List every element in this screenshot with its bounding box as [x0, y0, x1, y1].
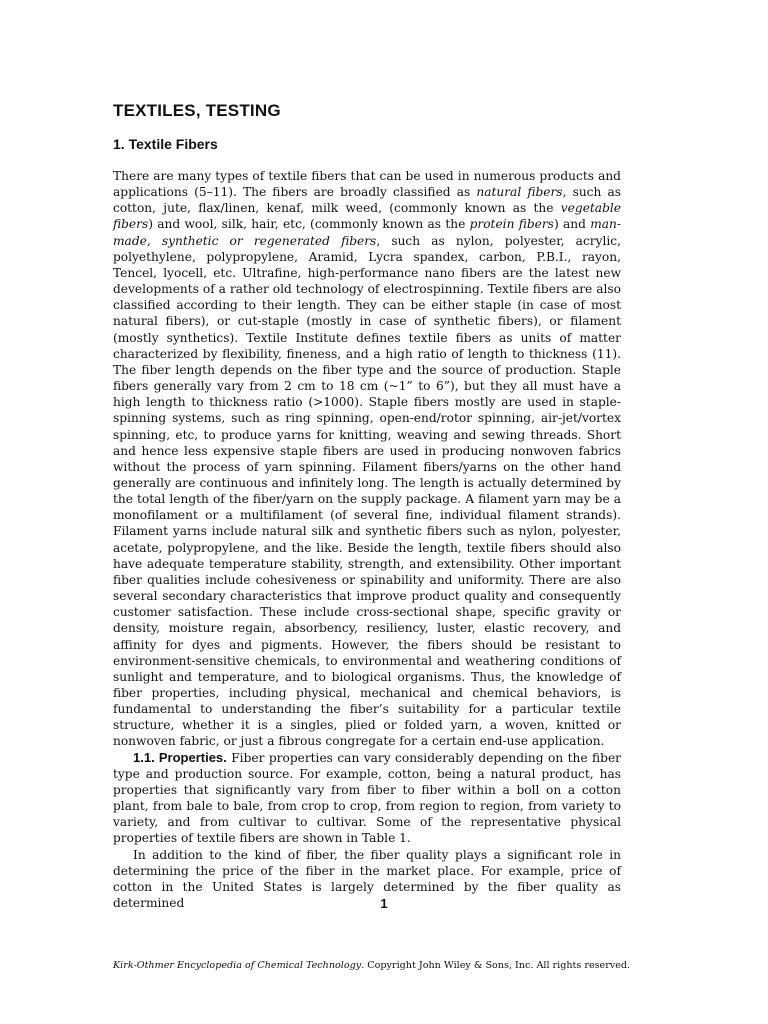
- page-number: 1: [380, 896, 388, 911]
- article-body: [113, 168, 621, 911]
- subsection-heading: 1.1. Properties.: [133, 749, 227, 765]
- footer-rights: . Copyright John Wiley & Sons, Inc. All rights reserved.: [361, 960, 631, 971]
- text-run: ) and: [553, 217, 591, 232]
- term-man-made-fibers: man-made, synthetic or regenerated fibers: [113, 217, 622, 248]
- term-protein-fibers: protein fibers: [469, 217, 554, 232]
- footer-copyright: [113, 960, 631, 971]
- term-natural-fibers: natural fibers: [476, 185, 563, 200]
- paragraph-properties: [113, 750, 621, 847]
- footer-source-title: Kirk-Othmer Encyclopedia of Chemical Technology: [113, 960, 362, 971]
- text-run: Fiber properties can vary considerably depending on the fiber type and production source. For example, cotton, being a natural product, has properties that significantly vary from fiber to fiber within a boll on a cotton plant, from bale to bale, from crop to crop, from region to region, from variety to variety, and from cultivar to cultivar. Some of the representative physical properties of textile fibers are shown in Table 1.: [113, 750, 621, 846]
- text-run: There are many types of textile fibers that can be used in numerous products and applications (5–11). The fibers are broadly classified as: [113, 169, 621, 200]
- text-run: , such as cotton, jute, flax/linen, kenaf, milk weed, (commonly known as the: [113, 185, 622, 216]
- text-run: , such as nylon, polyester, acrylic, polyethylene, polypropylene, Aramid, Lycra spandex, carbon, P.B.I., rayon, Tencel, lyocell, etc. Ultrafine, high-performance nano fibers are the latest new developments of a rather old technology of electrospinning. Textile fibers are also classified according to their length. They can be either staple (in case of most natural fibers), or cut-staple (mostly in case of synthetic fibers), or filament (mostly synthetics). Textile Institute defines textile fibers as units of matter characterized by flexibility, fineness, and a high ratio of length to thickness (11). The fiber length depends on the fiber type and the source of production. Staple fibers generally vary from 2 cm to 18 cm (~1” to 6”), but they all must have a high length to thickness ratio (>1000). Staple fibers mostly are used in staple-spinning systems, such as ring spinning, open-end/rotor spinning, air-jet/vortex spinning, etc, to produce yarns for knitting, weaving and sewing threads. Short and hence less expensive staple fibers are used in producing nonwoven fabrics without the process of yarn spinning. Filament fibers/yarns on the other hand generally are continuous and infinitely long. The length is actually determined by the total length of the fiber/yarn on the supply package. A filament yarn may be a monofilament or a multifilament (of several fine, individual filament strands). Filament yarns include natural silk and synthetic fibers such as nylon, polyester, acetate, polypropylene, and the like. Beside the length, textile fibers should also have adequate temperature stability, strength, and extensibility. Other important fiber qualities include cohesiveness or spinability and uniformity. There are also several secondary characteristics that improve product quality and consequently customer satisfaction. These include cross-sectional shape, specific gravity or density, moisture regain, absorbency, resiliency, luster, elastic recovery, and affinity for dyes and pigments. However, the fibers should be resistant to environment-sensitive chemicals, to environmental and weathering conditions of sunlight and temperature, and to biological organisms. Thus, the knowledge of fiber properties, including physical, mechanical and chemical behaviors, is fundamental to understanding the fiber’s suitability for a particular textile structure, whether it is a singles, plied or folded yarn, a woven, knitted or nonwoven fabric, or just a fibrous congregate for a certain end-use application.: [113, 233, 621, 749]
- text-run: ) and wool, silk, hair, etc, (commonly known as the: [148, 217, 470, 232]
- term-vegetable-fibers: vegetable fibers: [113, 201, 621, 232]
- text-run: In addition to the kind of fiber, the fiber quality plays a significant role in determining the price of the fiber in the market place. For example, price of cotton in the United States is largely determined by the fiber quality as determined: [113, 847, 621, 911]
- page-title: TEXTILES, TESTING: [113, 101, 281, 120]
- section-heading: 1. Textile Fibers: [113, 136, 218, 152]
- paragraph-intro: [113, 168, 621, 750]
